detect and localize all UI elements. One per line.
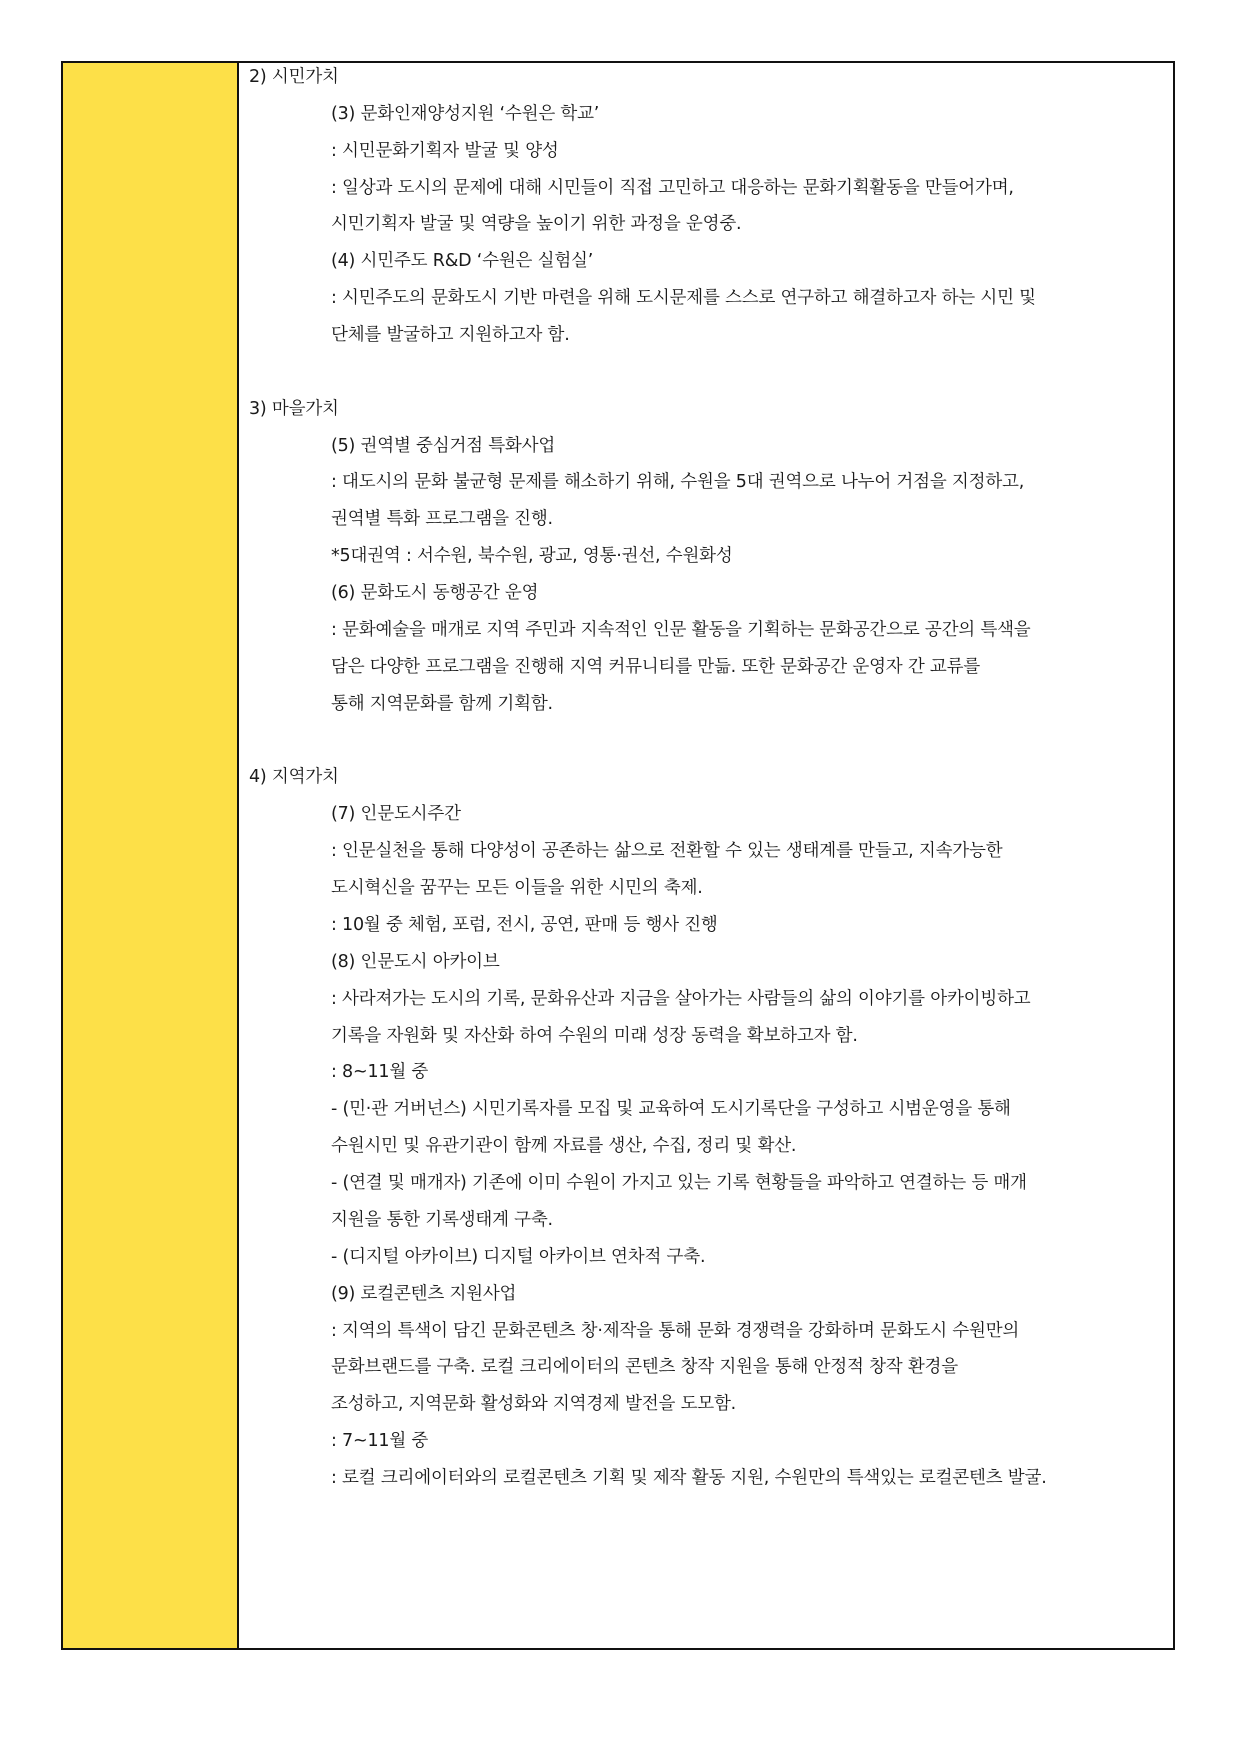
section-heading-regional-value: 4) 지역가치	[249, 767, 339, 787]
item-text: 조성하고, 지역문화 활성화와 지역경제 발전을 도모함.	[331, 1394, 737, 1414]
item-heading-9: (9) 로컬콘텐츠 지원사업	[331, 1284, 517, 1304]
item-text: 권역별 특화 프로그램을 진행.	[331, 509, 553, 529]
item-text: : 인문실천을 통해 다양성이 공존하는 삶으로 전환할 수 있는 생태계를 만들고, 지속가능한	[331, 841, 1003, 861]
item-bullet: - (연결 및 매개자) 기존에 이미 수원이 가지고 있는 기록 현황들을 파악하고 연결하는 등 매개	[331, 1173, 1027, 1193]
item-heading-4: (4) 시민주도 R&D ‘수원은 실험실’	[331, 251, 594, 271]
item-note: *5대권역 : 서수원, 북수원, 광교, 영통·권선, 수원화성	[331, 546, 733, 566]
section-heading-village-value: 3) 마을가치	[249, 399, 339, 419]
item-text: 단체를 발굴하고 지원하고자 함.	[331, 325, 570, 345]
item-text: : 8~11월 중	[331, 1062, 429, 1082]
item-text: 수원시민 및 유관기관이 함께 자료를 생산, 수집, 정리 및 확산.	[331, 1136, 797, 1156]
item-text: 담은 다양한 프로그램을 진행해 지역 커뮤니티를 만듦. 또한 문화공간 운영자 간 교류를	[331, 657, 981, 677]
item-heading-3: (3) 문화인재양성지원 ‘수원은 학교’	[331, 104, 600, 124]
item-bullet: - (민·관 거버넌스) 시민기록자를 모집 및 교육하여 도시기록단을 구성하고 시범운영을 통해	[331, 1099, 1011, 1119]
item-text: : 사라져가는 도시의 기록, 문화유산과 지금을 살아가는 사람들의 삶의 이야기를 아카이빙하고	[331, 989, 1031, 1009]
item-text: : 일상과 도시의 문제에 대해 시민들이 직접 고민하고 대응하는 문화기획활동을 만들어가며,	[331, 178, 1014, 198]
item-heading-5: (5) 권역별 중심거점 특화사업	[331, 436, 556, 456]
content-area	[239, 63, 1173, 1648]
item-text: : 문화예술을 매개로 지역 주민과 지속적인 인문 활동을 기획하는 문화공간으로 공간의 특색을	[331, 620, 1031, 640]
item-heading-6: (6) 문화도시 동행공간 운영	[331, 583, 539, 603]
item-text: : 로컬 크리에이터와의 로컬콘텐츠 기획 및 제작 활동 지원, 수원만의 특색있는 로컬콘텐츠 발굴.	[331, 1468, 1047, 1488]
item-text: 문화브랜드를 구축. 로컬 크리에이터의 콘텐츠 창작 지원을 통해 안정적 창작 환경을	[331, 1357, 958, 1377]
item-heading-7: (7) 인문도시주간	[331, 804, 461, 824]
item-text: 기록을 자원화 및 자산화 하여 수원의 미래 성장 동력을 확보하고자 함.	[331, 1026, 858, 1046]
item-text: : 대도시의 문화 불균형 문제를 해소하기 위해, 수원을 5대 권역으로 나누어 거점을 지정하고,	[331, 472, 1025, 492]
item-text: : 시민주도의 문화도시 기반 마련을 위해 도시문제를 스스로 연구하고 해결하고자 하는 시민 및	[331, 288, 1036, 308]
item-bullet: - (디지털 아카이브) 디지털 아카이브 연차적 구축.	[331, 1247, 706, 1267]
item-text: : 10월 중 체험, 포럼, 전시, 공연, 판매 등 행사 진행	[331, 915, 718, 935]
item-text: 통해 지역문화를 함께 기획함.	[331, 694, 553, 714]
item-text: : 지역의 특색이 담긴 문화콘텐츠 창·제작을 통해 문화 경쟁력을 강화하며 문화도시 수원만의	[331, 1321, 1020, 1341]
item-text: : 시민문화기획자 발굴 및 양성	[331, 141, 559, 161]
item-heading-8: (8) 인문도시 아카이브	[331, 952, 500, 972]
document-frame	[61, 61, 1175, 1650]
section-heading-civic-value: 2) 시민가치	[249, 67, 339, 87]
yellow-side-column	[63, 63, 239, 1648]
item-text: : 7~11월 중	[331, 1431, 429, 1451]
item-text: 지원을 통한 기록생태계 구축.	[331, 1210, 553, 1230]
item-text: 도시혁신을 꿈꾸는 모든 이들을 위한 시민의 축제.	[331, 878, 703, 898]
item-text: 시민기획자 발굴 및 역량을 높이기 위한 과정을 운영중.	[331, 214, 742, 234]
